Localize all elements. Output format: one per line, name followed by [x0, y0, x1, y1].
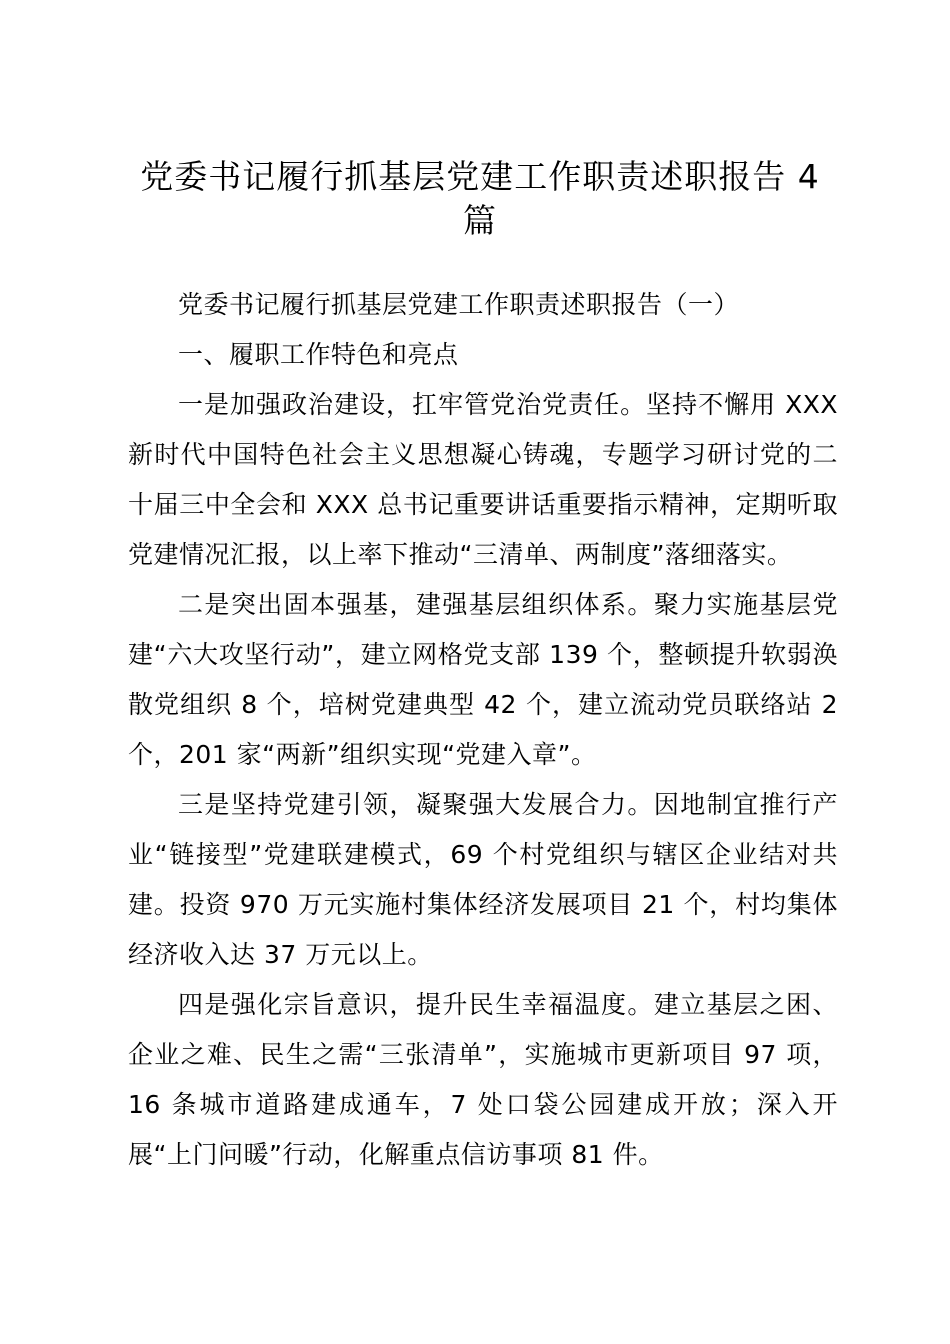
paragraph-grassroots-organization: 二是突出固本强基，建强基层组织体系。聚力实施基层党建“六大攻坚行动”，建立网格党支部 139 个，整顿提升软弱涣散党组织 8 个，培树党建典型 42 个，建立流动党员联络站 2 个，201 家“两新”组织实现“党建入章”。 [128, 590, 838, 769]
document-body [128, 280, 838, 1180]
paragraph-party-leadership-development: 三是坚持党建引领，凝聚强大发展合力。因地制宜推行产业“链接型”党建联建模式，69 个村党组织与辖区企业结对共建。投资 970 万元实施村集体经济发展项目 21 个，村均集体经济收入达 37 万元以上。 [128, 790, 838, 969]
document-title: 党委书记履行抓基层党建工作职责述职报告 4 篇 [140, 157, 820, 240]
paragraph-political-building: 一是加强政治建设，扛牢管党治党责任。坚持不懈用 XXX 新时代中国特色社会主义思想凝心铸魂，专题学习研讨党的二十届三中全会和 XXX 总书记重要讲话重要指示精神，定期听取党建情况汇报，以上率下推动“三清单、两制度”落细落实。 [128, 390, 838, 569]
section-heading: 一、履职工作特色和亮点 [178, 340, 459, 369]
report-subtitle: 党委书记履行抓基层党建工作职责述职报告（一） [178, 290, 740, 319]
paragraph-people-livelihood: 四是强化宗旨意识，提升民生幸福温度。建立基层之困、企业之难、民生之需“三张清单”，实施城市更新项目 97 项，16 条城市道路建成通车，7 处口袋公园建成开放；深入开展“上门问暖”行动，化解重点信访事项 81 件。 [128, 990, 838, 1169]
